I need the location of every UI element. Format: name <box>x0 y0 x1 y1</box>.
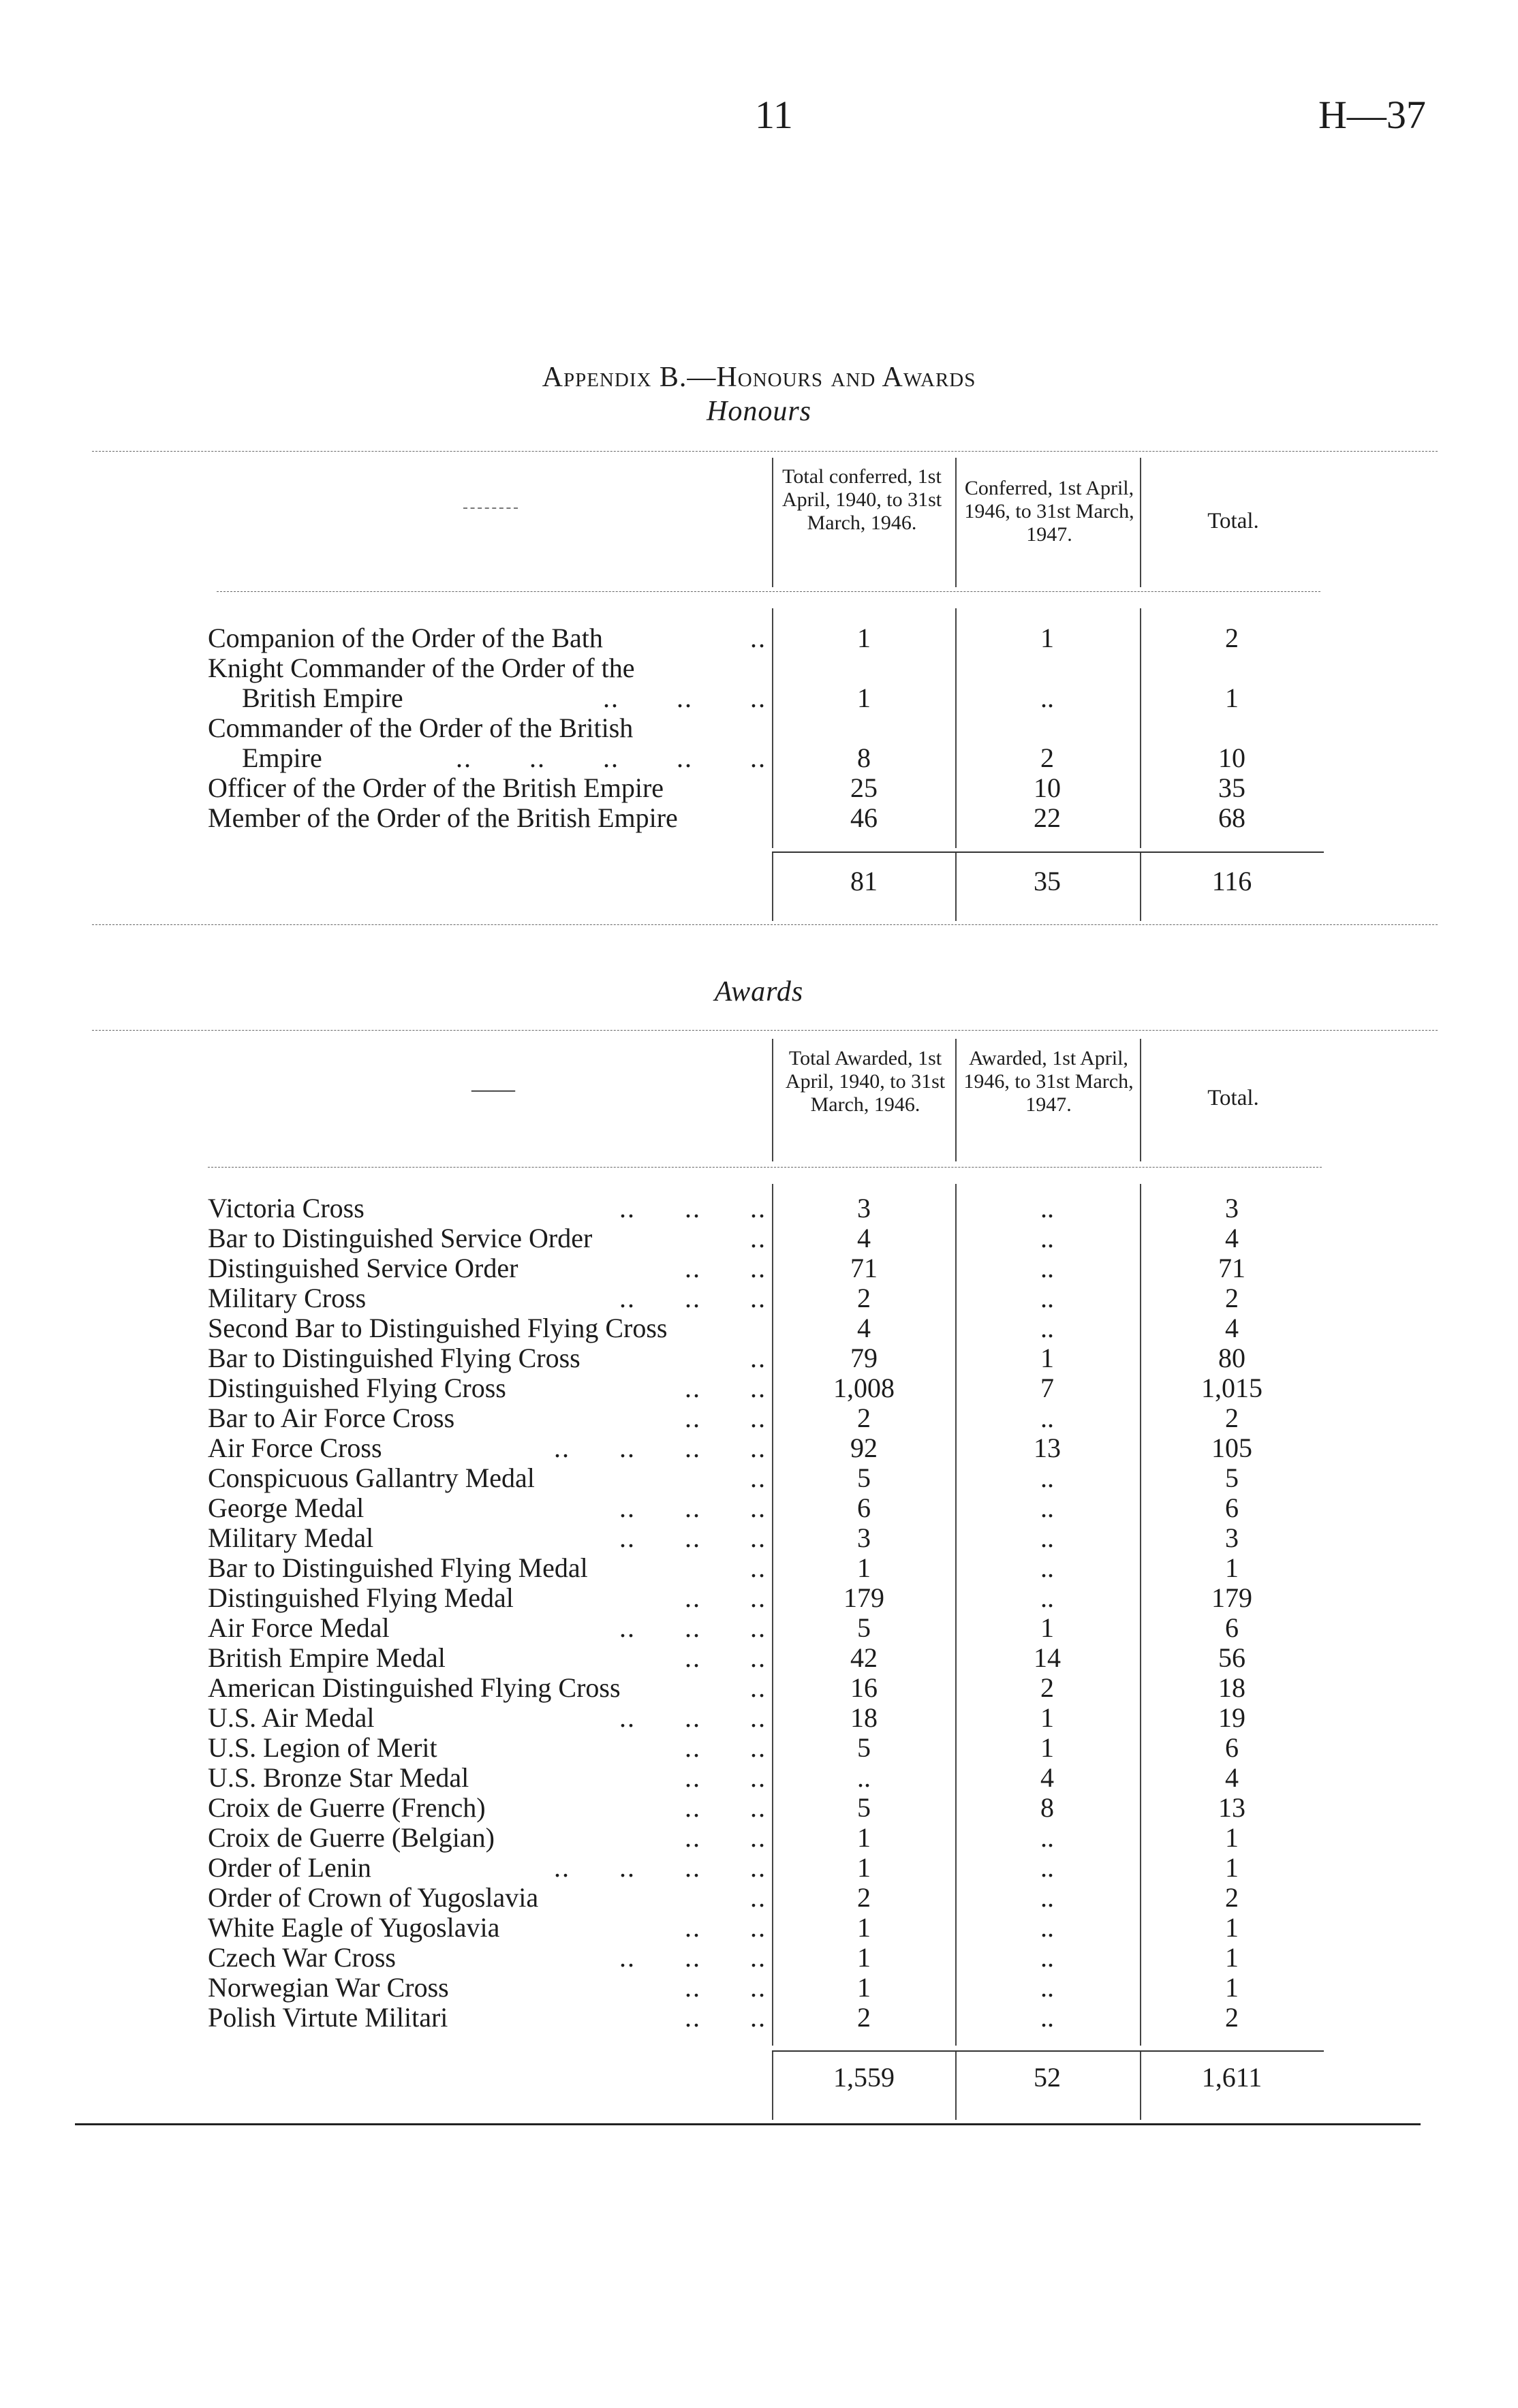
award-c1: 3 <box>857 1522 871 1553</box>
leader-dots: .. .. .. .. <box>554 1433 766 1463</box>
award-c2: .. <box>1040 1882 1054 1913</box>
award-c1: 5 <box>857 1612 871 1643</box>
honours-bottom-rule <box>92 924 1438 925</box>
award-c3: 56 <box>1218 1642 1245 1673</box>
honours-c1: 25 <box>850 772 878 803</box>
award-c3: 4 <box>1225 1762 1239 1793</box>
honours-total-c1: 81 <box>850 866 878 896</box>
award-label: American Distinguished Flying Cross <box>208 1672 621 1703</box>
award-c2: 2 <box>1040 1672 1054 1703</box>
award-c3: 2 <box>1225 2002 1239 2033</box>
leader-dots: .. .. <box>685 1792 766 1823</box>
award-c1: 71 <box>850 1253 878 1283</box>
leader-dots: .. <box>750 1223 766 1253</box>
leader-dots: .. .. <box>685 1912 766 1943</box>
award-c2: .. <box>1040 1912 1054 1943</box>
award-c3: 6 <box>1225 1732 1239 1763</box>
honours-c3: 1 <box>1225 683 1239 713</box>
award-c2: 1 <box>1040 1343 1054 1373</box>
honours-total-divider-2 <box>955 853 957 921</box>
row-label: Member of the Order of the British Empire <box>208 802 678 833</box>
award-c3: 3 <box>1225 1522 1239 1553</box>
award-c2: .. <box>1040 2002 1054 2033</box>
award-label: Order of Lenin <box>208 1852 371 1883</box>
award-c1: 2 <box>857 1882 871 1913</box>
appendix-title: Appendix B.—Honours and Awards <box>542 362 976 393</box>
awards-header-rule <box>208 1167 1322 1168</box>
award-label: Norwegian War Cross <box>208 1972 449 2003</box>
award-c2: 8 <box>1040 1792 1054 1823</box>
award-c2: .. <box>1040 1522 1054 1553</box>
award-c1: 1 <box>857 1912 871 1943</box>
award-c1: 5 <box>857 1732 871 1763</box>
award-c2: .. <box>1040 1852 1054 1883</box>
award-c1: 179 <box>843 1582 884 1613</box>
awards-body-divider-3 <box>1140 1184 1141 2046</box>
award-c3: 3 <box>1225 1193 1239 1223</box>
award-c2: .. <box>1040 1972 1054 2003</box>
award-c1: 5 <box>857 1792 871 1823</box>
award-label: Conspicuous Gallantry Medal <box>208 1463 535 1493</box>
awards-total-c3: 1,611 <box>1201 2062 1263 2093</box>
leader-dots: .. .. .. <box>619 1283 766 1313</box>
honours-body-divider-3 <box>1140 608 1141 848</box>
award-c3: 2 <box>1225 1403 1239 1433</box>
award-c3: 2 <box>1225 1882 1239 1913</box>
award-c1: 4 <box>857 1223 871 1253</box>
page-number: 11 <box>755 93 793 137</box>
award-label: Bar to Distinguished Flying Medal <box>208 1552 588 1583</box>
awards-bottom-rule <box>75 2123 1421 2125</box>
award-label: Military Cross <box>208 1283 367 1313</box>
award-c2: 7 <box>1040 1373 1054 1403</box>
honours-total-c2: 35 <box>1034 866 1061 896</box>
honours-total-divider-3 <box>1140 853 1141 921</box>
leader-dots: .. <box>750 623 766 653</box>
awards-total-divider-2 <box>955 2052 957 2120</box>
award-label: Victoria Cross <box>208 1193 365 1223</box>
awards-header-divider-2 <box>955 1039 957 1161</box>
award-c3: 6 <box>1225 1492 1239 1523</box>
honours-header-divider-2 <box>955 458 957 587</box>
award-c2: 1 <box>1040 1732 1054 1763</box>
award-c3: 1 <box>1225 1972 1239 2003</box>
row-label: Officer of the Order of the British Empire <box>208 772 664 803</box>
award-label: U.S. Air Medal <box>208 1702 375 1733</box>
award-c3: 71 <box>1218 1253 1245 1283</box>
award-c1: 1 <box>857 1552 871 1583</box>
award-c3: 2 <box>1225 1283 1239 1313</box>
award-c3: 1 <box>1225 1942 1239 1973</box>
awards-total-rule <box>772 2050 1324 2052</box>
leader-dots: .. <box>750 1882 766 1913</box>
leader-dots: .. .. <box>685 1253 766 1283</box>
honours-header-divider-3 <box>1140 458 1141 587</box>
honours-c3: 35 <box>1218 772 1245 803</box>
awards-body-divider-2 <box>955 1184 957 2046</box>
honours-c1: 8 <box>857 742 871 773</box>
awards-top-rule <box>92 1030 1438 1031</box>
award-c1: 1 <box>857 1972 871 2003</box>
award-c2: .. <box>1040 1283 1054 1313</box>
awards-total-c2: 52 <box>1034 2062 1061 2093</box>
leader-dots: .. .. <box>685 1972 766 2003</box>
leader-dots: .. .. <box>685 1762 766 1793</box>
award-c3: 19 <box>1218 1702 1245 1733</box>
award-c1: 2 <box>857 2002 871 2033</box>
honours-total-c3: 116 <box>1211 866 1252 896</box>
award-c1: 6 <box>857 1492 871 1523</box>
award-label: Distinguished Flying Cross <box>208 1373 506 1403</box>
award-label: Distinguished Flying Medal <box>208 1582 514 1613</box>
award-c3: 179 <box>1211 1582 1252 1613</box>
award-c2: .. <box>1040 1463 1054 1493</box>
awards-stub-dash: —— <box>471 1076 515 1101</box>
award-c3: 1 <box>1225 1852 1239 1883</box>
honours-col-header-3: Total. <box>1207 509 1259 533</box>
award-c1: 4 <box>857 1313 871 1343</box>
leader-dots: .. .. <box>685 1822 766 1853</box>
award-c1: 79 <box>850 1343 878 1373</box>
award-c3: 13 <box>1218 1792 1245 1823</box>
award-label: Croix de Guerre (French) <box>208 1792 486 1823</box>
award-label: Polish Virtute Militari <box>208 2002 448 2033</box>
award-c2: 1 <box>1040 1612 1054 1643</box>
awards-total-divider-3 <box>1140 2052 1141 2120</box>
award-c2: .. <box>1040 1223 1054 1253</box>
leader-dots: .. .. .. <box>619 1702 766 1733</box>
award-c2: .. <box>1040 1193 1054 1223</box>
award-c3: 105 <box>1211 1433 1252 1463</box>
awards-header-divider-3 <box>1140 1039 1141 1161</box>
award-c1: 1 <box>857 1942 871 1973</box>
honours-c2: 2 <box>1040 742 1054 773</box>
honours-total-divider-1 <box>772 853 773 921</box>
award-c3: 18 <box>1218 1672 1245 1703</box>
award-c3: 80 <box>1218 1343 1245 1373</box>
honours-c2: 10 <box>1034 772 1061 803</box>
honours-c2: 1 <box>1040 623 1054 653</box>
honours-c3: 10 <box>1218 742 1245 773</box>
award-c2: .. <box>1040 1552 1054 1583</box>
award-c3: 1 <box>1225 1912 1239 1943</box>
award-c2: 14 <box>1034 1642 1061 1673</box>
award-label: White Eagle of Yugoslavia <box>208 1912 500 1943</box>
award-c2: .. <box>1040 1313 1054 1343</box>
honours-c1: 46 <box>850 802 878 833</box>
award-label: Bar to Air Force Cross <box>208 1403 455 1433</box>
award-label: George Medal <box>208 1492 365 1523</box>
row-label: Companion of the Order of the Bath <box>208 623 603 653</box>
award-label: Military Medal <box>208 1522 374 1553</box>
honours-stub-dash <box>463 507 518 509</box>
honours-section-title: Honours <box>706 396 812 427</box>
row-label-cont: Empire <box>242 742 322 773</box>
honours-body-divider-2 <box>955 608 957 848</box>
leader-dots: .. <box>750 1552 766 1583</box>
award-c1: 5 <box>857 1463 871 1493</box>
award-label: Bar to Distinguished Flying Cross <box>208 1343 580 1373</box>
award-c3: 4 <box>1225 1223 1239 1253</box>
leader-dots: .. <box>750 1672 766 1703</box>
leader-dots: .. <box>750 1343 766 1373</box>
award-c1: 1 <box>857 1822 871 1853</box>
honours-c3: 2 <box>1225 623 1239 653</box>
leader-dots: .. .. .. <box>619 1942 766 1973</box>
award-label: Order of Crown of Yugoslavia <box>208 1882 539 1913</box>
award-c2: .. <box>1040 1403 1054 1433</box>
award-c2: 13 <box>1034 1433 1061 1463</box>
award-c3: 4 <box>1225 1313 1239 1343</box>
row-label-cont: British Empire <box>242 683 403 713</box>
leader-dots: .. .. .. <box>619 1492 766 1523</box>
awards-total-divider-1 <box>772 2052 773 2120</box>
award-c2: .. <box>1040 1253 1054 1283</box>
awards-total-c1: 1,559 <box>833 2062 895 2093</box>
award-c1: .. <box>857 1762 871 1793</box>
honours-c1: 1 <box>857 623 871 653</box>
leader-dots: .. .. .. <box>619 1522 766 1553</box>
award-label: Second Bar to Distinguished Flying Cross <box>208 1313 668 1343</box>
honours-header-divider-1 <box>772 458 773 587</box>
leader-dots: .. .. .. <box>619 1612 766 1643</box>
honours-body-divider-1 <box>772 608 773 848</box>
honours-header-rule <box>217 591 1320 592</box>
award-c3: 6 <box>1225 1612 1239 1643</box>
leader-dots: .. .. <box>685 1582 766 1613</box>
awards-col-header-1: Total Awarded, 1st April, 1940, to 31st March, 1946. <box>785 1047 946 1116</box>
award-label: U.S. Bronze Star Medal <box>208 1762 469 1793</box>
honours-c2: .. <box>1040 683 1054 713</box>
awards-col-header-2: Awarded, 1st April, 1946, to 31st March, 1947. <box>963 1047 1134 1116</box>
awards-body-divider-1 <box>772 1184 773 2046</box>
award-c2: 1 <box>1040 1702 1054 1733</box>
honours-col-header-2: Conferred, 1st April, 1946, to 31st March, 1947. <box>964 477 1134 546</box>
award-c1: 18 <box>850 1702 878 1733</box>
awards-section-title: Awards <box>714 976 804 1007</box>
award-c2: .. <box>1040 1942 1054 1973</box>
document-code: H—37 <box>1318 93 1426 137</box>
leader-dots: .. .. <box>685 2002 766 2033</box>
award-c2: 4 <box>1040 1762 1054 1793</box>
award-label: Air Force Medal <box>208 1612 390 1643</box>
honours-c3: 68 <box>1218 802 1245 833</box>
award-label: U.S. Legion of Merit <box>208 1732 437 1763</box>
leader-dots: .. .. <box>685 1373 766 1403</box>
award-c1: 3 <box>857 1193 871 1223</box>
award-c1: 1 <box>857 1852 871 1883</box>
row-label: Knight Commander of the Order of the <box>208 653 635 683</box>
honours-c1: 1 <box>857 683 871 713</box>
award-c3: 5 <box>1225 1463 1239 1493</box>
award-c3: 1 <box>1225 1822 1239 1853</box>
honours-top-rule <box>92 451 1438 452</box>
award-c1: 16 <box>850 1672 878 1703</box>
award-c1: 42 <box>850 1642 878 1673</box>
leader-dots: .. .. .. <box>619 1193 766 1223</box>
awards-header-divider-1 <box>772 1039 773 1161</box>
leader-dots: .. .. .. .. .. <box>456 742 766 773</box>
award-c2: .. <box>1040 1582 1054 1613</box>
award-label: British Empire Medal <box>208 1642 446 1673</box>
leader-dots: .. <box>750 1463 766 1493</box>
honours-col-header-1: Total conferred, 1st April, 1940, to 31st March, 1946. <box>781 465 942 534</box>
honours-c2: 22 <box>1034 802 1061 833</box>
leader-dots: .. .. .. .. <box>554 1852 766 1883</box>
award-label: Bar to Distinguished Service Order <box>208 1223 593 1253</box>
award-c2: .. <box>1040 1492 1054 1523</box>
row-label: Commander of the Order of the British <box>208 713 634 743</box>
awards-col-header-3: Total. <box>1207 1086 1259 1110</box>
leader-dots: .. .. <box>685 1403 766 1433</box>
award-c1: 2 <box>857 1283 871 1313</box>
honours-total-rule <box>772 851 1324 853</box>
award-c2: .. <box>1040 1822 1054 1853</box>
award-c1: 1,008 <box>833 1373 895 1403</box>
award-label: Croix de Guerre (Belgian) <box>208 1822 495 1853</box>
award-label: Czech War Cross <box>208 1942 396 1973</box>
leader-dots: .. .. .. <box>603 683 766 713</box>
leader-dots: .. .. <box>685 1642 766 1673</box>
award-label: Distinguished Service Order <box>208 1253 518 1283</box>
award-c3: 1,015 <box>1201 1373 1263 1403</box>
leader-dots: .. .. <box>685 1732 766 1763</box>
award-c3: 1 <box>1225 1552 1239 1583</box>
award-c1: 92 <box>850 1433 878 1463</box>
award-label: Air Force Cross <box>208 1433 382 1463</box>
award-c1: 2 <box>857 1403 871 1433</box>
